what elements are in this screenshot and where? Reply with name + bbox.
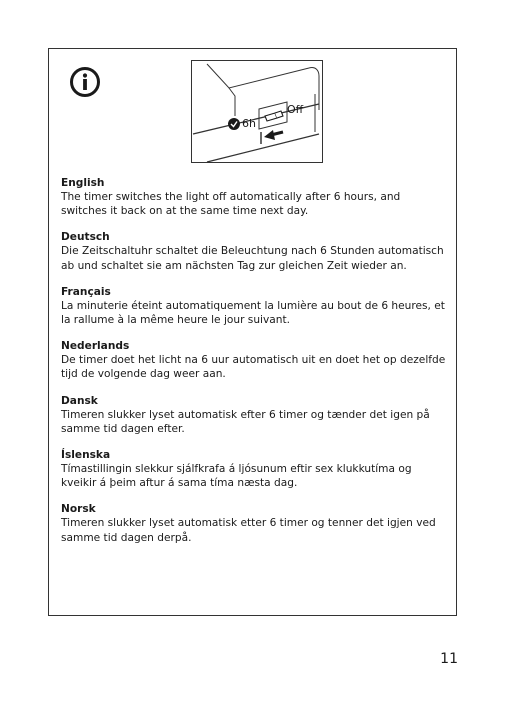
section-francais [61, 286, 446, 327]
section-deutsch [61, 231, 446, 272]
section-text: The timer switches the light off automatically after 6 hours, and switches it back on at the same time next day. [61, 191, 401, 218]
off-label: Off [287, 103, 304, 116]
section-title: English [61, 177, 105, 189]
section-nederlands [61, 340, 446, 381]
instructions [61, 177, 446, 558]
clock-icon [228, 118, 240, 130]
info-icon [69, 66, 101, 98]
section-english [61, 177, 446, 218]
section-text: Timeren slukker lyset automatisk etter 6 timer og tenner det igjen ved samme tid dagen derpå. [61, 517, 436, 544]
section-title: Dansk [61, 394, 98, 407]
section-text: De timer doet het licht na 6 uur automatisch uit en doet het op dezelfde tijd de volgende dag weer aan. [61, 354, 446, 381]
section-islenska [61, 449, 446, 490]
section-text: Timeren slukker lyset automatisk efter 6 timer og tænder det igen på samme tid dagen efter. [61, 408, 430, 435]
section-norsk [61, 503, 446, 544]
section-text: Tímastillingin slekkur sjálfkrafa á ljósunum eftir sex klukkutíma og kveikir á þeim aftur á sama tíma næsta dag. [61, 463, 412, 490]
section-title: Nederlands [61, 340, 130, 353]
timer-label: 6h [242, 117, 256, 130]
section-text: La minuterie éteint automatiquement la lumière au bout de 6 heures, et la rallume à la même heure le jour suivant. [61, 299, 445, 327]
section-dansk [61, 395, 446, 436]
section-title: Français [61, 285, 111, 298]
section-title: Norsk [61, 503, 96, 516]
section-text: Die Zeitschaltuhr schaltet die Beleuchtung nach 6 Stunden automatisch ab und schaltet sie am nächsten Tag zur gleichen Zeit wieder an. [61, 245, 444, 272]
page-number: 11 [440, 651, 458, 667]
section-title: Íslenska [61, 449, 111, 462]
timer-switch-illustration [191, 60, 323, 163]
section-title: Deutsch [61, 231, 110, 244]
